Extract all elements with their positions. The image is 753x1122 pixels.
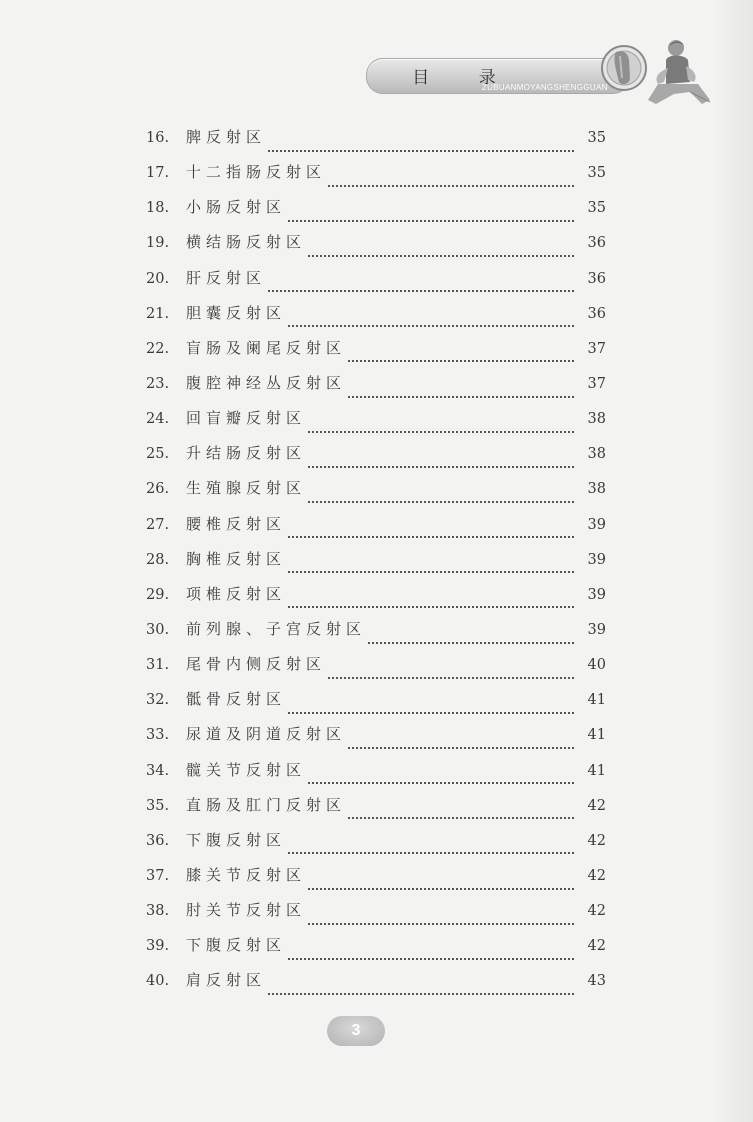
toc-dot-leader — [288, 846, 574, 854]
toc-entry[interactable] — [146, 970, 606, 1005]
toc-entry-number: 36. — [146, 832, 170, 849]
toc-entry[interactable] — [146, 478, 606, 513]
toc-entry-number: 16. — [146, 130, 170, 146]
toc-entry-number: 29. — [146, 586, 170, 603]
toc-entry-number: 34. — [146, 762, 170, 779]
toc-entry[interactable] — [146, 654, 606, 689]
toc-entry-title: 项椎反射区 — [186, 584, 287, 603]
toc-entry[interactable] — [146, 724, 606, 759]
toc-entry-page: 39 — [587, 516, 606, 533]
toc-entry-title: 盲肠及阑尾反射区 — [186, 338, 347, 357]
toc-entry[interactable] — [146, 830, 606, 865]
toc-entry-page: 35 — [587, 130, 606, 146]
toc-entry[interactable] — [146, 232, 606, 267]
toc-entry-number: 32. — [146, 692, 170, 709]
toc-entry-title: 回盲瓣反射区 — [186, 409, 307, 428]
toc-entry-title: 肝反射区 — [186, 268, 267, 287]
toc-entry-number: 39. — [146, 938, 170, 955]
toc-dot-leader — [268, 144, 574, 152]
toc-entry-page: 41 — [587, 762, 606, 779]
toc-dot-leader — [308, 882, 574, 890]
toc-entry[interactable] — [146, 760, 606, 795]
toc-dot-leader — [348, 354, 574, 362]
toc-entry-number: 22. — [146, 340, 170, 357]
toc-entry-number: 37. — [146, 867, 170, 884]
toc-entry-page: 39 — [587, 586, 606, 603]
toc-entry-number: 20. — [146, 270, 170, 287]
toc-entry-title: 前列腺、子宫反射区 — [186, 619, 367, 638]
toc-entry-page: 42 — [587, 938, 606, 955]
toc-dot-leader — [308, 249, 574, 257]
toc-entry-number: 28. — [146, 551, 170, 568]
toc-entry-page: 36 — [587, 270, 606, 287]
toc-dot-leader — [268, 284, 574, 292]
section-header — [366, 38, 736, 110]
toc-entry-title: 胸椎反射区 — [186, 549, 287, 568]
toc-entry-title: 骶骨反射区 — [186, 690, 287, 709]
toc-entry-page: 41 — [587, 692, 606, 709]
toc-entry[interactable] — [146, 514, 606, 549]
toc-entry-page: 38 — [587, 446, 606, 463]
toc-dot-leader — [348, 741, 574, 749]
toc-entry-page: 38 — [587, 481, 606, 498]
toc-entry-page: 42 — [587, 867, 606, 884]
toc-entry-title: 升结肠反射区 — [186, 444, 307, 463]
header-title: 目 录 — [412, 68, 518, 88]
toc-entry-number: 17. — [146, 165, 170, 182]
toc-entry-page: 43 — [587, 973, 606, 990]
toc-dot-leader — [288, 952, 574, 960]
toc-entry[interactable] — [146, 865, 606, 900]
table-of-contents — [146, 127, 606, 1006]
toc-dot-leader — [288, 706, 574, 714]
toc-dot-leader — [368, 636, 574, 644]
toc-dot-leader — [308, 495, 574, 503]
toc-entry-page: 39 — [587, 551, 606, 568]
toc-entry-page: 35 — [587, 200, 606, 217]
toc-entry[interactable] — [146, 619, 606, 654]
toc-entry-number: 30. — [146, 621, 170, 638]
toc-entry[interactable] — [146, 549, 606, 584]
toc-dot-leader — [308, 425, 574, 433]
toc-entry-title: 下腹反射区 — [186, 936, 287, 955]
toc-dot-leader — [348, 390, 574, 398]
toc-entry[interactable] — [146, 197, 606, 232]
toc-entry[interactable] — [146, 443, 606, 478]
toc-entry-number: 31. — [146, 657, 170, 674]
toc-entry[interactable] — [146, 935, 606, 970]
toc-entry-number: 21. — [146, 305, 170, 322]
toc-entry-page: 37 — [587, 340, 606, 357]
toc-dot-leader — [348, 811, 574, 819]
toc-entry[interactable] — [146, 408, 606, 443]
toc-dot-leader — [268, 987, 574, 995]
toc-dot-leader — [288, 600, 574, 608]
toc-entry-title: 小肠反射区 — [186, 198, 287, 217]
toc-entry-number: 24. — [146, 411, 170, 428]
toc-entry-page: 42 — [587, 832, 606, 849]
toc-entry-title: 直肠及肛门反射区 — [186, 795, 347, 814]
toc-dot-leader — [328, 671, 574, 679]
toc-dot-leader — [288, 565, 574, 573]
page-number: 3 — [351, 1022, 361, 1039]
toc-entry-title: 尿道及阴道反射区 — [186, 725, 347, 744]
toc-entry-title: 尾骨内侧反射区 — [186, 655, 327, 674]
toc-entry[interactable] — [146, 268, 606, 303]
toc-entry[interactable] — [146, 584, 606, 619]
toc-entry-title: 腰椎反射区 — [186, 514, 287, 533]
toc-entry-title: 下腹反射区 — [186, 830, 287, 849]
toc-entry-page: 36 — [587, 235, 606, 252]
header-subtitle: ZUBUANMOYANGSHENGGUAN — [482, 83, 608, 92]
toc-entry[interactable] — [146, 127, 606, 162]
toc-entry-number: 23. — [146, 375, 170, 392]
page-edge-shadow — [713, 0, 753, 1122]
toc-entry[interactable] — [146, 338, 606, 373]
toc-entry-page: 36 — [587, 305, 606, 322]
toc-dot-leader — [288, 530, 574, 538]
toc-entry-page: 41 — [587, 727, 606, 744]
toc-entry-page: 38 — [587, 411, 606, 428]
toc-entry-page: 42 — [587, 797, 606, 814]
toc-entry-number: 18. — [146, 200, 170, 217]
toc-dot-leader — [308, 776, 574, 784]
toc-dot-leader — [308, 917, 574, 925]
toc-entry-title: 横结肠反射区 — [186, 233, 307, 252]
toc-entry-page: 35 — [587, 165, 606, 182]
toc-entry-page: 39 — [587, 621, 606, 638]
toc-entry-title: 腹腔神经丛反射区 — [186, 373, 347, 392]
toc-entry-title: 髋关节反射区 — [186, 760, 307, 779]
toc-entry[interactable] — [146, 303, 606, 338]
toc-dot-leader — [288, 319, 574, 327]
toc-entry-page: 40 — [587, 657, 606, 674]
toc-entry-number: 27. — [146, 516, 170, 533]
toc-entry-title: 胆囊反射区 — [186, 303, 287, 322]
toc-entry-page: 42 — [587, 903, 606, 920]
toc-entry[interactable] — [146, 900, 606, 935]
toc-entry-number: 38. — [146, 903, 170, 920]
toc-entry[interactable] — [146, 373, 606, 408]
toc-entry-page: 37 — [587, 375, 606, 392]
toc-entry-number: 25. — [146, 446, 170, 463]
toc-entry[interactable] — [146, 162, 606, 197]
toc-entry-title: 肘关节反射区 — [186, 901, 307, 920]
toc-entry-number: 35. — [146, 797, 170, 814]
toc-entry[interactable] — [146, 689, 606, 724]
toc-dot-leader — [288, 214, 574, 222]
toc-entry-title: 十二指肠反射区 — [186, 163, 327, 182]
header-illustration — [598, 38, 716, 110]
page-number-badge — [327, 1016, 385, 1046]
toc-entry-title: 生殖腺反射区 — [186, 479, 307, 498]
toc-entry-title: 膝关节反射区 — [186, 865, 307, 884]
toc-entry[interactable] — [146, 795, 606, 830]
toc-entry-title: 脾反射区 — [186, 128, 267, 146]
toc-entry-number: 40. — [146, 973, 170, 990]
toc-entry-title: 肩反射区 — [186, 971, 267, 990]
toc-entry-number: 33. — [146, 727, 170, 744]
toc-entry-number: 26. — [146, 481, 170, 498]
toc-dot-leader — [308, 460, 574, 468]
toc-entry-number: 19. — [146, 235, 170, 252]
toc-dot-leader — [328, 179, 574, 187]
